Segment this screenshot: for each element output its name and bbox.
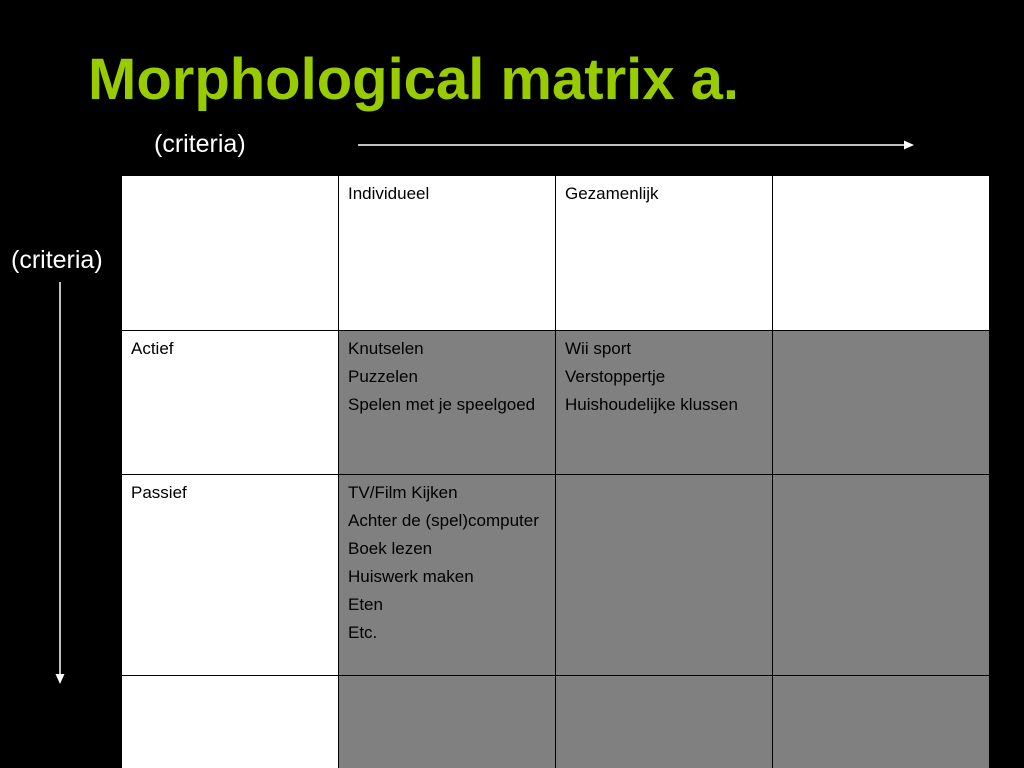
- header-cell-gezamenlijk: Gezamenlijk: [556, 176, 773, 331]
- cell-item: Knutselen: [348, 339, 424, 358]
- cell-item: Spelen met je speelgoed: [348, 395, 536, 414]
- right-arrow-icon: [358, 137, 918, 153]
- criteria-label-top: (criteria): [154, 130, 246, 158]
- matrix-cell: [556, 331, 773, 475]
- row-label-actief: Actief: [122, 331, 339, 475]
- matrix-cell-empty: [556, 475, 773, 676]
- cell-item: Huishoudelijke klussen: [565, 395, 738, 414]
- header-cell-corner: [122, 176, 339, 331]
- matrix-cell-empty: [773, 475, 990, 676]
- row-label-passief: Passief: [122, 475, 339, 676]
- matrix-cell-empty: [339, 676, 556, 768]
- cell-item: Huiswerk maken: [348, 567, 474, 586]
- cell-item: Puzzelen: [348, 367, 418, 386]
- table-row: [122, 331, 990, 475]
- header-row: [122, 176, 990, 331]
- matrix-cell-empty: [556, 676, 773, 768]
- table-row: [122, 475, 990, 676]
- slide-title: Morphological matrix a.: [88, 47, 739, 112]
- down-arrow-icon: [52, 282, 68, 688]
- header-cell-empty: [773, 176, 990, 331]
- matrix-cell-empty: [773, 331, 990, 475]
- cell-item: Achter de (spel)computer: [348, 511, 539, 530]
- cell-item: Wii sport: [565, 339, 632, 358]
- cell-item: Eten: [348, 595, 383, 614]
- table-row: [122, 676, 990, 768]
- cell-item: Verstoppertje: [565, 367, 666, 386]
- cell-item: TV/Film Kijken: [348, 483, 458, 502]
- row-label-empty: [122, 676, 339, 768]
- matrix-cell: [339, 331, 556, 475]
- header-cell-individueel: Individueel: [339, 176, 556, 331]
- cell-item: Etc.: [348, 623, 378, 642]
- matrix-cell: [339, 475, 556, 676]
- criteria-label-left: (criteria): [11, 246, 103, 274]
- matrix-cell-empty: [773, 676, 990, 768]
- cell-item: Boek lezen: [348, 539, 433, 558]
- morphological-matrix-table: [121, 175, 990, 768]
